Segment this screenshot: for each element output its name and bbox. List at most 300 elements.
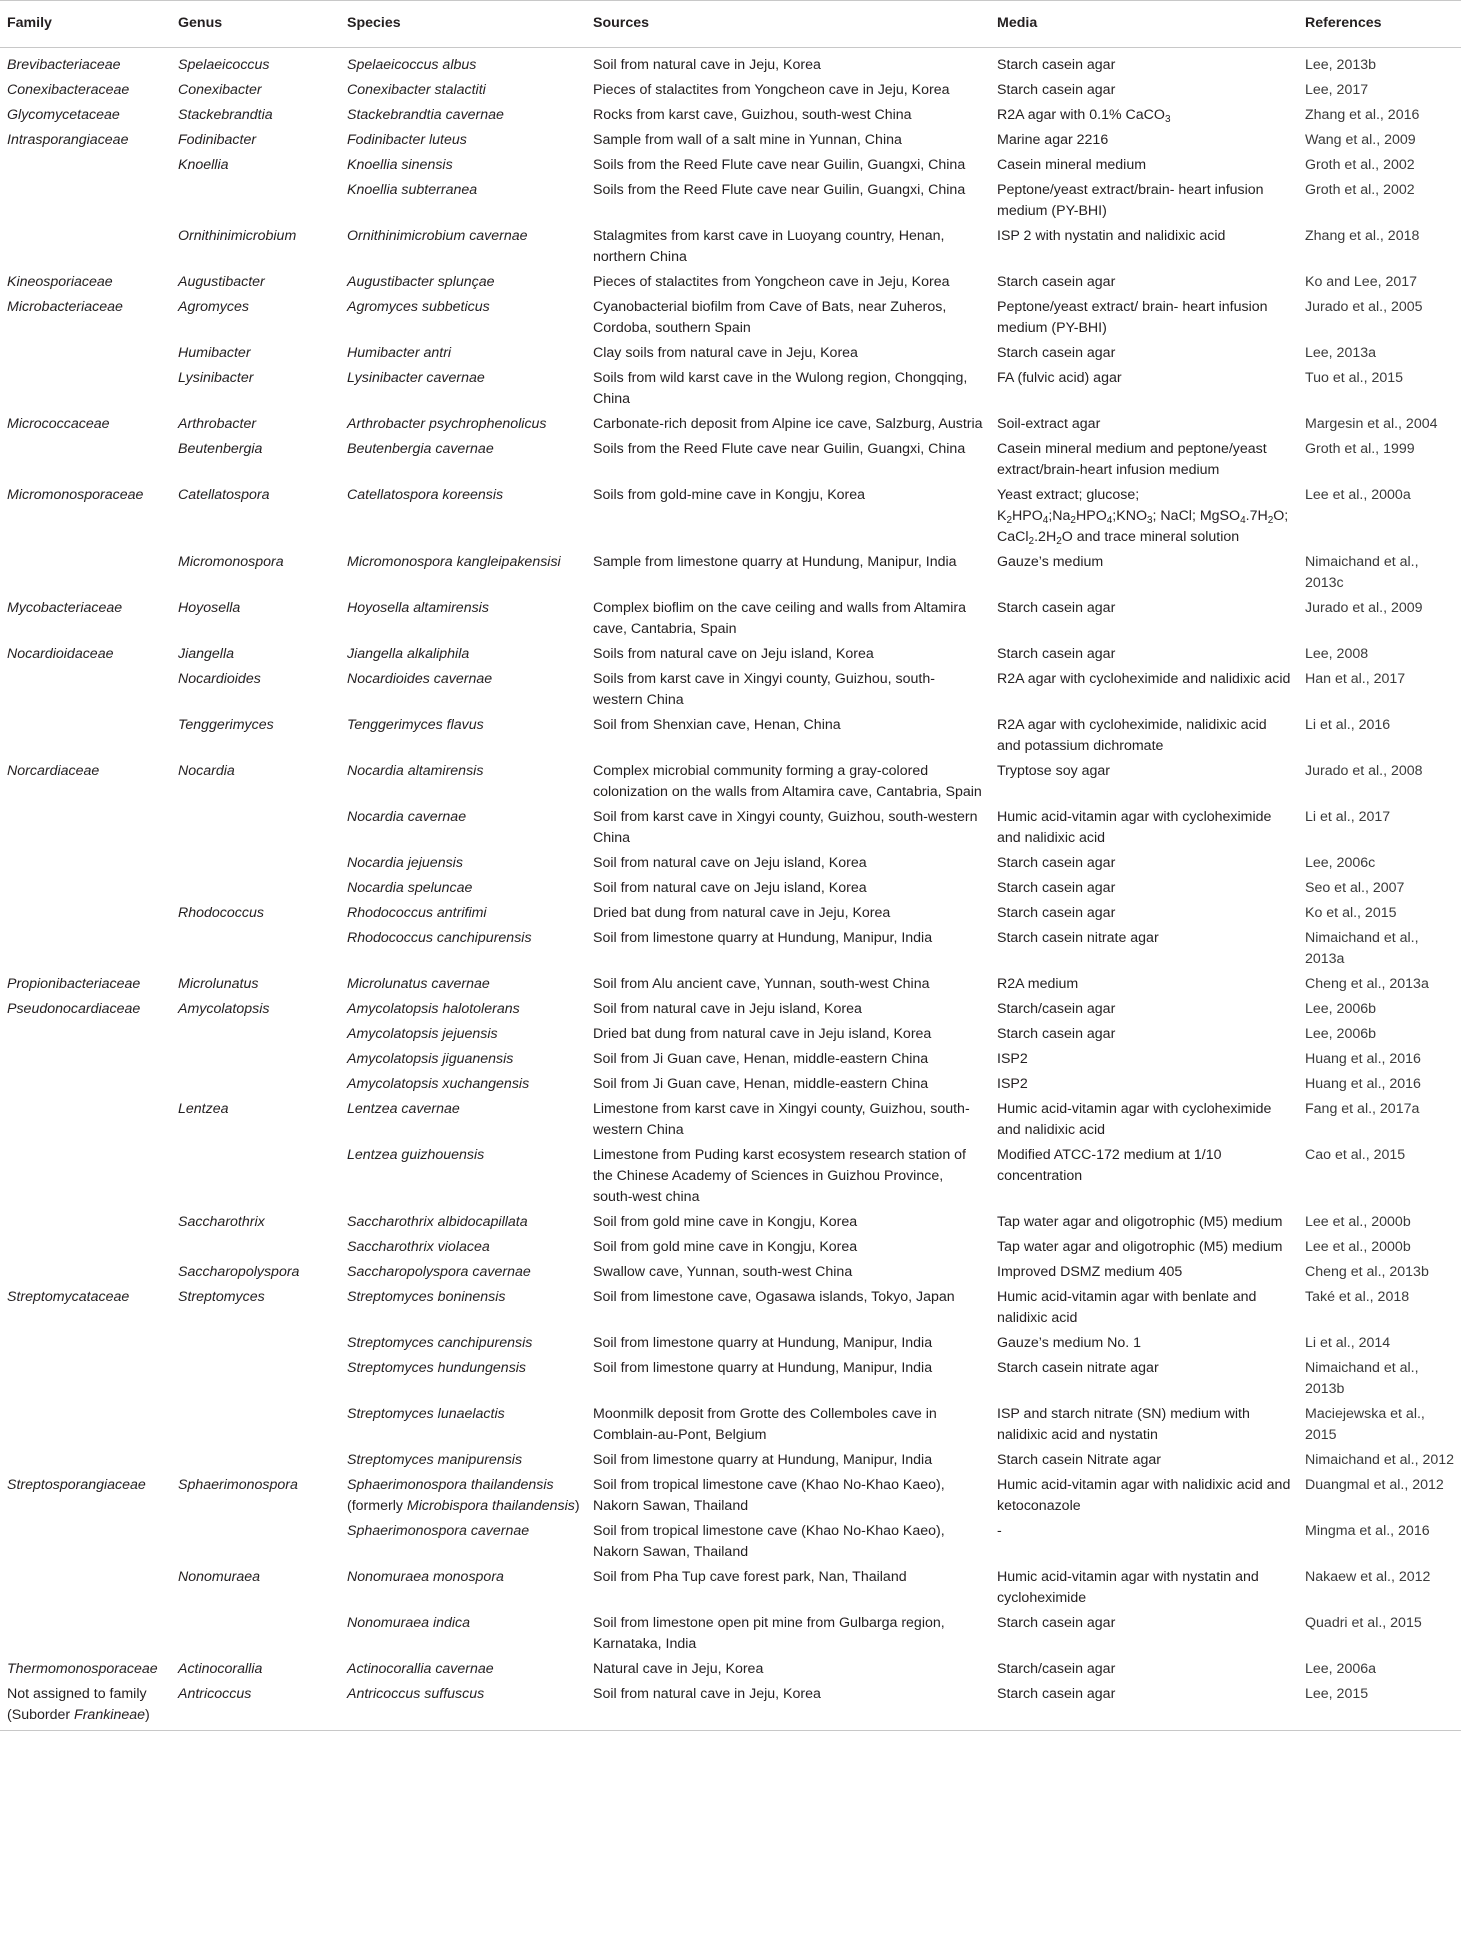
species-cell: Sphaerimonospora cavernae bbox=[347, 1523, 530, 1539]
genus-cell bbox=[171, 1611, 340, 1657]
table-row bbox=[0, 103, 1461, 128]
table-row bbox=[0, 1565, 1461, 1611]
table-row bbox=[0, 341, 1461, 366]
source-cell: Limestone from Puding karst ecosystem research station of the Chinese Academy of Sciences in Guizhou Province, south-west china bbox=[593, 1147, 966, 1205]
table-row bbox=[0, 713, 1461, 759]
media-cell: Starch casein agar bbox=[997, 1026, 1116, 1042]
genus-cell bbox=[171, 805, 340, 851]
reference-cell: Lee, 2013a bbox=[1305, 345, 1377, 361]
source-cell: Sample from wall of a salt mine in Yunnan, China bbox=[593, 132, 902, 148]
source-cell: Soil from Ji Guan cave, Henan, middle-eastern China bbox=[593, 1051, 929, 1067]
reference-cell: Lee, 2006a bbox=[1305, 1661, 1377, 1677]
family-cell: Pseudonocardiaceae bbox=[7, 1001, 141, 1017]
reference-cell: Lee et al., 2000b bbox=[1305, 1239, 1411, 1255]
genus-cell: Saccharopolyspora bbox=[178, 1264, 300, 1280]
table-row bbox=[0, 667, 1461, 713]
source-cell: Soil from natural cave on Jeju island, Korea bbox=[593, 855, 867, 871]
table-row bbox=[0, 1519, 1461, 1565]
media-cell: - bbox=[997, 1523, 1002, 1539]
genus-cell: Antricoccus bbox=[171, 1682, 340, 1731]
species-cell: Nocardia altamirensis bbox=[347, 763, 484, 779]
genus-cell: Actinocorallia bbox=[178, 1661, 263, 1677]
reference-cell: Mingma et al., 2016 bbox=[1305, 1523, 1430, 1539]
reference-cell: Lee, 2013b bbox=[1305, 57, 1377, 73]
source-cell: Soil from natural cave on Jeju island, Korea bbox=[593, 880, 867, 896]
reference-cell: Cheng et al., 2013a bbox=[1305, 976, 1429, 992]
family-cell: Streptomycataceae bbox=[7, 1289, 130, 1305]
reference-cell: Wang et al., 2009 bbox=[1305, 132, 1416, 148]
reference-cell: Maciejewska et al., 2015 bbox=[1305, 1406, 1425, 1443]
reference-cell: Nimaichand et al., 2013c bbox=[1305, 554, 1419, 591]
header-species: Species bbox=[340, 1, 586, 48]
family-cell bbox=[0, 851, 171, 876]
species-cell: Lentzea cavernae bbox=[347, 1101, 460, 1117]
table-row bbox=[0, 805, 1461, 851]
family-cell: Conexibacteraceae bbox=[7, 82, 130, 98]
genus-cell: Lysinibacter bbox=[178, 370, 254, 386]
family-cell: Not assigned to family (Suborder Frankineae) bbox=[0, 1682, 171, 1731]
media-cell: Starch casein agar bbox=[997, 1615, 1116, 1631]
genus-cell: Microlunatus bbox=[178, 976, 259, 992]
species-cell: Ornithinimicrobium cavernae bbox=[347, 228, 528, 244]
media-cell: Humic acid-vitamin agar with benlate and nalidixic acid bbox=[997, 1289, 1257, 1326]
species-cell: Knoellia subterranea bbox=[347, 182, 478, 198]
species-cell: Nocardia jejuensis bbox=[347, 855, 463, 871]
media-cell: Casein mineral medium and peptone/yeast extract/brain-heart infusion medium bbox=[997, 441, 1267, 478]
media-cell: Starch casein agar bbox=[997, 880, 1116, 896]
reference-cell: Lee, 2015 bbox=[1298, 1682, 1461, 1731]
reference-cell: Lee et al., 2000b bbox=[1305, 1214, 1411, 1230]
source-cell: Soils from the Reed Flute cave near Guilin, Guangxi, China bbox=[593, 182, 966, 198]
media-cell: Soil-extract agar bbox=[997, 416, 1101, 432]
family-cell bbox=[0, 876, 171, 901]
family-cell bbox=[0, 1611, 171, 1657]
family-cell bbox=[0, 1448, 171, 1473]
genus-cell: Conexibacter bbox=[178, 82, 262, 98]
source-cell: Soil from karst cave in Xingyi county, Guizhou, south-western China bbox=[593, 809, 978, 846]
family-cell: Nocardioidaceae bbox=[7, 646, 114, 662]
source-cell: Soils from the Reed Flute cave near Guilin, Guangxi, China bbox=[593, 157, 966, 173]
table-row bbox=[0, 759, 1461, 805]
table-row bbox=[0, 1682, 1461, 1731]
table-row bbox=[0, 1210, 1461, 1235]
table-row bbox=[0, 642, 1461, 667]
genus-cell bbox=[171, 1072, 340, 1097]
media-cell: Peptone/yeast extract/ brain- heart infusion medium (PY-BHI) bbox=[997, 299, 1268, 336]
species-cell: Hoyosella altamirensis bbox=[347, 600, 489, 616]
reference-cell: Nimaichand et al., 2012 bbox=[1305, 1452, 1455, 1468]
reference-cell: Zhang et al., 2016 bbox=[1305, 107, 1420, 123]
reference-cell: Cheng et al., 2013b bbox=[1305, 1264, 1429, 1280]
source-cell: Complex bioflim on the cave ceiling and walls from Altamira cave, Cantabria, Spain bbox=[593, 600, 966, 637]
source-cell: Pieces of stalactites from Yongcheon cave in Jeju, Korea bbox=[593, 274, 950, 290]
header-sources: Sources bbox=[586, 1, 990, 48]
table-row bbox=[0, 901, 1461, 926]
header-row bbox=[0, 1, 1461, 48]
table-row bbox=[0, 1331, 1461, 1356]
species-cell: Antricoccus suffuscus bbox=[340, 1682, 586, 1731]
source-cell: Dried bat dung from natural cave in Jeju island, Korea bbox=[593, 1026, 932, 1042]
media-cell: Casein mineral medium bbox=[997, 157, 1147, 173]
media-cell: ISP2 bbox=[997, 1076, 1028, 1092]
reference-cell: Také et al., 2018 bbox=[1305, 1289, 1410, 1305]
family-cell bbox=[0, 805, 171, 851]
genus-cell bbox=[171, 851, 340, 876]
header-genus: Genus bbox=[171, 1, 340, 48]
genus-cell: Agromyces bbox=[178, 299, 249, 315]
media-cell: Gauze’s medium bbox=[997, 554, 1104, 570]
genus-cell: Saccharothrix bbox=[178, 1214, 265, 1230]
table-row bbox=[0, 1235, 1461, 1260]
genus-cell bbox=[171, 1143, 340, 1210]
genus-cell: Arthrobacter bbox=[178, 416, 257, 432]
table-row bbox=[0, 437, 1461, 483]
species-cell: Augustibacter splunçae bbox=[347, 274, 495, 290]
source-cell: Soil from Alu ancient cave, Yunnan, south-west China bbox=[593, 976, 930, 992]
genus-cell: Nonomuraea bbox=[178, 1569, 261, 1585]
table-row bbox=[0, 1611, 1461, 1657]
species-cell: Nocardia cavernae bbox=[347, 809, 467, 825]
table-row bbox=[0, 1072, 1461, 1097]
media-cell: Starch casein agar bbox=[997, 82, 1116, 98]
reference-cell: Margesin et al., 2004 bbox=[1305, 416, 1438, 432]
table-row bbox=[0, 412, 1461, 437]
family-cell bbox=[0, 1260, 171, 1285]
reference-cell: Lee, 2017 bbox=[1305, 82, 1369, 98]
reference-cell: Li et al., 2014 bbox=[1305, 1335, 1391, 1351]
genus-cell: Micromonospora bbox=[178, 554, 284, 570]
reference-cell: Groth et al., 2002 bbox=[1305, 157, 1415, 173]
reference-cell: Tuo et al., 2015 bbox=[1305, 370, 1404, 386]
reference-cell: Lee et al., 2000a bbox=[1305, 487, 1411, 503]
species-cell: Rhodococcus antrifimi bbox=[347, 905, 487, 921]
media-cell: Yeast extract; glucose; $K_2HPO_4;Na_2HPO_4;KNO_3$; NaCl; $MgSO_4.7H_2O$; $CaCl_2.2H_2O$ and trace mineral solution bbox=[997, 487, 1289, 547]
media-cell: Tap water agar and oligotrophic (M5) medium bbox=[997, 1239, 1283, 1255]
media-cell: Starch casein Nitrate agar bbox=[997, 1452, 1162, 1468]
table-row bbox=[0, 1285, 1461, 1331]
genus-cell: Lentzea bbox=[178, 1101, 229, 1117]
table-row bbox=[0, 1143, 1461, 1210]
genus-cell bbox=[171, 876, 340, 901]
family-cell: Brevibacteriaceae bbox=[7, 57, 121, 73]
source-cell: Soil from natural cave in Jeju, Korea bbox=[593, 57, 821, 73]
family-cell bbox=[0, 1356, 171, 1402]
table-row bbox=[0, 1402, 1461, 1448]
media-cell: Starch/casein agar bbox=[997, 1001, 1116, 1017]
reference-cell: Nakaew et al., 2012 bbox=[1305, 1569, 1431, 1585]
media-cell: Starch casein agar bbox=[997, 905, 1116, 921]
family-cell: Kineosporiaceae bbox=[7, 274, 113, 290]
species-cell: Rhodococcus canchipurensis bbox=[347, 930, 532, 946]
family-cell bbox=[0, 437, 171, 483]
genus-cell: Stackebrandtia bbox=[178, 107, 273, 123]
family-cell bbox=[0, 341, 171, 366]
reference-cell: Fang et al., 2017a bbox=[1305, 1101, 1420, 1117]
table-row bbox=[0, 596, 1461, 642]
genus-cell: Knoellia bbox=[178, 157, 229, 173]
source-cell: Sample from limestone quarry at Hundung, Manipur, India bbox=[593, 554, 957, 570]
source-cell: Soils from karst cave in Xingyi county, Guizhou, south-western China bbox=[593, 671, 935, 708]
reference-cell: Lee, 2006c bbox=[1305, 855, 1376, 871]
genus-cell: Rhodococcus bbox=[178, 905, 264, 921]
media-cell: Starch casein nitrate agar bbox=[997, 930, 1159, 946]
media-cell: ISP 2 with nystatin and nalidixic acid bbox=[997, 228, 1226, 244]
table-row bbox=[0, 366, 1461, 412]
table-row bbox=[0, 295, 1461, 341]
family-cell: Thermomonosporaceae bbox=[7, 1661, 158, 1677]
reference-cell: Lee, 2006b bbox=[1305, 1026, 1377, 1042]
table-row bbox=[0, 1022, 1461, 1047]
family-cell bbox=[0, 1097, 171, 1143]
table-row bbox=[0, 1473, 1461, 1519]
species-cell: Stackebrandtia cavernae bbox=[347, 107, 504, 123]
table-row bbox=[0, 153, 1461, 178]
genus-cell: Humibacter bbox=[178, 345, 251, 361]
media-cell: Starch casein agar bbox=[997, 855, 1116, 871]
species-cell: Saccharopolyspora cavernae bbox=[347, 1264, 531, 1280]
genus-cell bbox=[171, 1235, 340, 1260]
genus-cell bbox=[171, 1448, 340, 1473]
genus-cell bbox=[171, 178, 340, 224]
family-cell: Micromonosporaceae bbox=[7, 487, 144, 503]
media-cell: Starch casein agar bbox=[997, 345, 1116, 361]
source-cell: Pieces of stalactites from Yongcheon cave in Jeju, Korea bbox=[593, 82, 950, 98]
table-row bbox=[0, 972, 1461, 997]
species-cell: Saccharothrix violacea bbox=[347, 1239, 490, 1255]
genus-cell: Hoyosella bbox=[178, 600, 241, 616]
source-cell: Swallow cave, Yunnan, south-west China bbox=[593, 1264, 853, 1280]
species-cell: Microlunatus cavernae bbox=[347, 976, 490, 992]
source-cell: Natural cave in Jeju, Korea bbox=[593, 1661, 764, 1677]
source-cell: Soil from Shenxian cave, Henan, China bbox=[593, 717, 841, 733]
media-cell: Starch casein agar bbox=[997, 600, 1116, 616]
reference-cell: Lee, 2008 bbox=[1305, 646, 1369, 662]
family-cell bbox=[0, 153, 171, 178]
reference-cell: Ko et al., 2015 bbox=[1305, 905, 1397, 921]
reference-cell: Quadri et al., 2015 bbox=[1305, 1615, 1422, 1631]
source-cell: Soil from limestone quarry at Hundung, Manipur, India bbox=[593, 1335, 933, 1351]
header-references: References bbox=[1298, 1, 1461, 48]
species-cell: Lysinibacter cavernae bbox=[347, 370, 485, 386]
media-cell: Marine agar 2216 bbox=[997, 132, 1109, 148]
media-cell: ISP2 bbox=[997, 1051, 1028, 1067]
table-row bbox=[0, 1657, 1461, 1682]
table-row bbox=[0, 224, 1461, 270]
media-cell: R2A medium bbox=[997, 976, 1079, 992]
source-cell: Soil from gold mine cave in Kongju, Korea bbox=[593, 1239, 858, 1255]
reference-cell: Duangmal et al., 2012 bbox=[1305, 1477, 1444, 1493]
family-cell: Microbacteriaceae bbox=[7, 299, 123, 315]
reference-cell: Cao et al., 2015 bbox=[1305, 1147, 1406, 1163]
genus-cell: Beutenbergia bbox=[178, 441, 263, 457]
media-cell: R2A agar with cycloheximide and nalidixic acid bbox=[997, 671, 1291, 687]
source-cell: Complex microbial community forming a gray-colored colonization on the walls from Altamira cave, Cantabria, Spain bbox=[593, 763, 982, 800]
species-cell: Beutenbergia cavernae bbox=[347, 441, 494, 457]
media-cell: Starch casein agar bbox=[997, 646, 1116, 662]
table-row bbox=[0, 1356, 1461, 1402]
table-row bbox=[0, 1047, 1461, 1072]
reference-cell: Jurado et al., 2008 bbox=[1305, 763, 1423, 779]
species-cell: Humibacter antri bbox=[347, 345, 452, 361]
reference-cell: Lee, 2006b bbox=[1305, 1001, 1377, 1017]
family-cell bbox=[0, 1210, 171, 1235]
genus-cell: Sphaerimonospora bbox=[178, 1477, 298, 1493]
reference-cell: Zhang et al., 2018 bbox=[1305, 228, 1420, 244]
header-media: Media bbox=[990, 1, 1298, 48]
table-row bbox=[0, 1097, 1461, 1143]
species-cell: Actinocorallia cavernae bbox=[347, 1661, 494, 1677]
source-cell: Soil from limestone quarry at Hundung, Manipur, India bbox=[593, 930, 933, 946]
family-cell bbox=[0, 550, 171, 596]
species-cell: Micromonospora kangleipakensisi bbox=[347, 554, 561, 570]
family-cell bbox=[0, 1022, 171, 1047]
reference-cell: Nimaichand et al., 2013b bbox=[1305, 1360, 1419, 1397]
table-row bbox=[0, 78, 1461, 103]
species-cell: Nocardioides cavernae bbox=[347, 671, 493, 687]
genus-cell: Spelaeicoccus bbox=[178, 57, 270, 73]
reference-cell: Nimaichand et al., 2013a bbox=[1305, 930, 1419, 967]
species-cell: Arthrobacter psychrophenolicus bbox=[347, 416, 547, 432]
family-cell: Mycobacteriaceae bbox=[7, 600, 123, 616]
media-cell: Starch casein agar bbox=[997, 57, 1116, 73]
species-cell: Streptomyces boninensis bbox=[347, 1289, 506, 1305]
species-cell: Amycolatopsis jejuensis bbox=[347, 1026, 498, 1042]
genus-cell: Augustibacter bbox=[178, 274, 265, 290]
reference-cell: Han et al., 2017 bbox=[1305, 671, 1406, 687]
source-cell: Moonmilk deposit from Grotte des Collemboles cave in Comblain-au-Pont, Belgium bbox=[593, 1406, 937, 1443]
genus-cell bbox=[171, 1047, 340, 1072]
source-cell: Rocks from karst cave, Guizhou, south-west China bbox=[593, 107, 912, 123]
table-row bbox=[0, 48, 1461, 79]
table-row bbox=[0, 876, 1461, 901]
table-header bbox=[0, 1, 1461, 48]
genus-cell: Ornithinimicrobium bbox=[178, 228, 297, 244]
media-cell: Tap water agar and oligotrophic (M5) medium bbox=[997, 1214, 1283, 1230]
reference-cell: Jurado et al., 2005 bbox=[1305, 299, 1423, 315]
media-cell: Starch/casein agar bbox=[997, 1661, 1116, 1677]
family-cell bbox=[0, 1331, 171, 1356]
species-cell: Streptomyces hundungensis bbox=[347, 1360, 527, 1376]
species-cell: Tenggerimyces flavus bbox=[347, 717, 484, 733]
table-row bbox=[0, 270, 1461, 295]
family-cell bbox=[0, 1402, 171, 1448]
family-cell: Propionibacteriaceae bbox=[7, 976, 141, 992]
species-cell: Nocardia speluncae bbox=[347, 880, 473, 896]
species-cell: Jiangella alkaliphila bbox=[347, 646, 470, 662]
reference-cell: Huang et al., 2016 bbox=[1305, 1051, 1421, 1067]
source-cell: Soil from gold mine cave in Kongju, Korea bbox=[593, 1214, 858, 1230]
species-cell: Saccharothrix albidocapillata bbox=[347, 1214, 528, 1230]
header-family: Family bbox=[0, 1, 171, 48]
source-cell: Soil from Ji Guan cave, Henan, middle-eastern China bbox=[593, 1076, 929, 1092]
family-cell bbox=[0, 366, 171, 412]
genus-cell: Catellatospora bbox=[178, 487, 270, 503]
family-cell bbox=[0, 1519, 171, 1565]
family-cell bbox=[0, 926, 171, 972]
media-cell: Starch casein agar bbox=[990, 1682, 1298, 1731]
source-cell: Carbonate-rich deposit from Alpine ice cave, Salzburg, Austria bbox=[593, 416, 983, 432]
reference-cell: Li et al., 2016 bbox=[1305, 717, 1391, 733]
table-row bbox=[0, 851, 1461, 876]
species-cell: Spelaeicoccus albus bbox=[347, 57, 477, 73]
family-cell: Glycomycetaceae bbox=[7, 107, 120, 123]
source-cell: Stalagmites from karst cave in Luoyang country, Henan, northern China bbox=[593, 228, 945, 265]
species-cell: Amycolatopsis xuchangensis bbox=[347, 1076, 530, 1092]
media-cell: Humic acid-vitamin agar with cycloheximide and nalidixic acid bbox=[997, 1101, 1272, 1138]
reference-cell: Ko and Lee, 2017 bbox=[1305, 274, 1418, 290]
family-cell bbox=[0, 1565, 171, 1611]
table-row bbox=[0, 1260, 1461, 1285]
reference-cell: Li et al., 2017 bbox=[1305, 809, 1391, 825]
reference-cell: Groth et al., 2002 bbox=[1305, 182, 1415, 198]
source-cell: Soils from the Reed Flute cave near Guilin, Guangxi, China bbox=[593, 441, 966, 457]
genus-cell bbox=[171, 1022, 340, 1047]
media-cell: Humic acid-vitamin agar with cycloheximide and nalidixic acid bbox=[997, 809, 1272, 846]
media-cell: Humic acid-vitamin agar with nalidixic acid and ketoconazole bbox=[997, 1477, 1291, 1514]
family-cell bbox=[0, 667, 171, 713]
species-cell: Streptomyces manipurensis bbox=[347, 1452, 523, 1468]
table-row bbox=[0, 1448, 1461, 1473]
source-cell: Cyanobacterial biofilm from Cave of Bats, near Zuheros, Cordoba, southern Spain bbox=[593, 299, 947, 336]
source-cell: Soil from limestone cave, Ogasawa islands, Tokyo, Japan bbox=[593, 1289, 955, 1305]
species-cell: Catellatospora koreensis bbox=[347, 487, 504, 503]
genus-cell bbox=[171, 1402, 340, 1448]
species-cell: Amycolatopsis halotolerans bbox=[347, 1001, 520, 1017]
family-cell bbox=[0, 1143, 171, 1210]
family-cell: Micrococcaceae bbox=[7, 416, 110, 432]
family-cell bbox=[0, 1235, 171, 1260]
genus-cell bbox=[171, 1356, 340, 1402]
source-cell: Dried bat dung from natural cave in Jeju, Korea bbox=[593, 905, 891, 921]
genus-cell: Streptomyces bbox=[178, 1289, 265, 1305]
media-cell: Peptone/yeast extract/brain- heart infusion medium (PY-BHI) bbox=[997, 182, 1264, 219]
family-cell bbox=[0, 178, 171, 224]
media-cell: Humic acid-vitamin agar with nystatin and cycloheximide bbox=[997, 1569, 1259, 1606]
media-cell: Gauze’s medium No. 1 bbox=[997, 1335, 1142, 1351]
source-cell: Soils from wild karst cave in the Wulong region, Chongqing, China bbox=[593, 370, 968, 407]
source-cell: Limestone from karst cave in Xingyi county, Guizhou, south-western China bbox=[593, 1101, 970, 1138]
media-cell: ISP and starch nitrate (SN) medium with nalidixic acid and nystatin bbox=[997, 1406, 1250, 1443]
table-row bbox=[0, 178, 1461, 224]
genus-cell bbox=[171, 1519, 340, 1565]
source-cell: Soil from Pha Tup cave forest park, Nan, Thailand bbox=[593, 1569, 907, 1585]
source-cell: Clay soils from natural cave in Jeju, Korea bbox=[593, 345, 858, 361]
species-cell: Sphaerimonospora thailandensis (formerly Microbispora thailandensis) bbox=[347, 1477, 580, 1514]
table-row bbox=[0, 128, 1461, 153]
reference-cell: Groth et al., 1999 bbox=[1305, 441, 1415, 457]
media-cell: Tryptose soy agar bbox=[997, 763, 1111, 779]
media-cell: FA (fulvic acid) agar bbox=[997, 370, 1122, 386]
source-cell: Soils from natural cave on Jeju island, Korea bbox=[593, 646, 874, 662]
family-cell: Norcardiaceae bbox=[7, 763, 100, 779]
table-row bbox=[0, 926, 1461, 972]
media-cell: R2A agar with 0.1% CaCO$_3$ bbox=[997, 107, 1171, 125]
family-cell bbox=[0, 713, 171, 759]
species-cell: Conexibacter stalactiti bbox=[347, 82, 486, 98]
family-cell bbox=[0, 224, 171, 270]
species-cell: Streptomyces lunaelactis bbox=[347, 1406, 505, 1422]
genus-cell bbox=[171, 1331, 340, 1356]
reference-cell: Jurado et al., 2009 bbox=[1305, 600, 1423, 616]
family-cell bbox=[0, 901, 171, 926]
species-cell: Knoellia sinensis bbox=[347, 157, 453, 173]
table-row bbox=[0, 483, 1461, 550]
family-cell bbox=[0, 1047, 171, 1072]
genus-cell: Nocardia bbox=[178, 763, 235, 779]
genus-cell: Tenggerimyces bbox=[178, 717, 274, 733]
species-cell: Nonomuraea monospora bbox=[347, 1569, 504, 1585]
reference-cell: Huang et al., 2016 bbox=[1305, 1076, 1421, 1092]
